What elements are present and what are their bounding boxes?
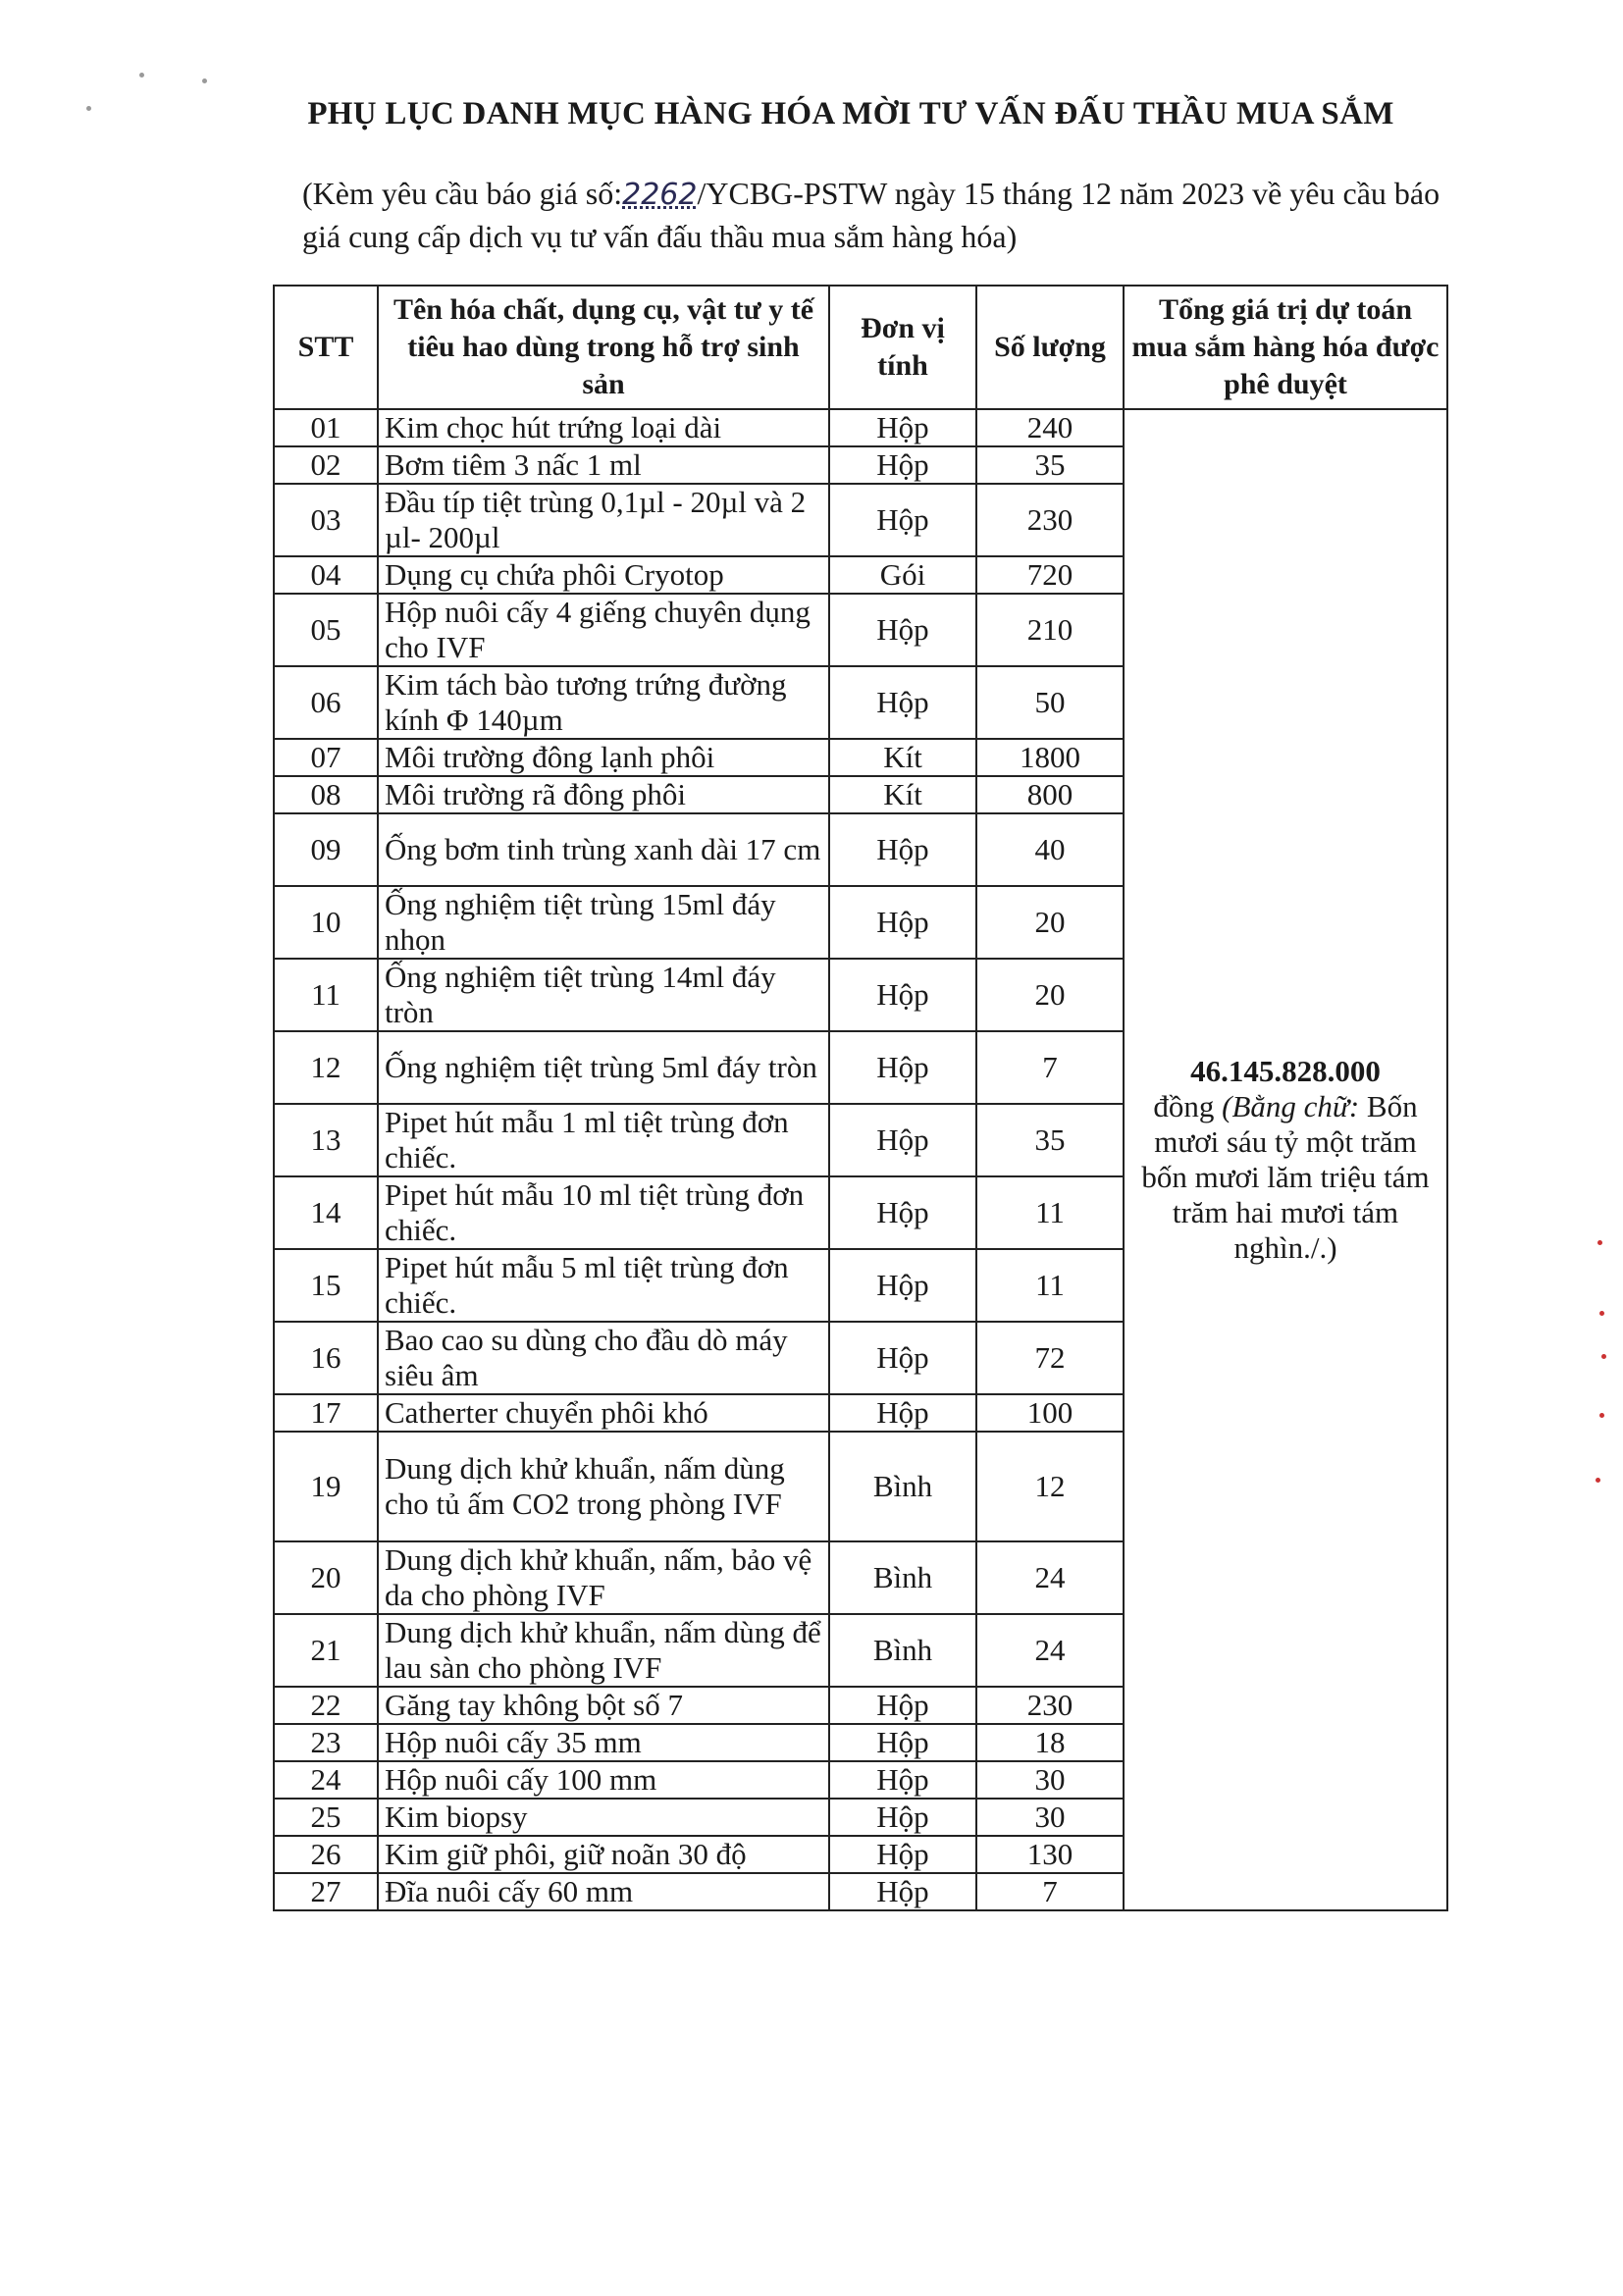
cell-name: Ống nghiệm tiệt trùng 5ml đáy tròn (378, 1031, 829, 1104)
cell-qty: 12 (976, 1432, 1124, 1541)
cell-unit: Hộp (829, 409, 976, 446)
cell-stt: 01 (274, 409, 378, 446)
scan-speck (139, 73, 144, 78)
cell-qty: 30 (976, 1761, 1124, 1799)
cell-unit: Hộp (829, 1031, 976, 1104)
cell-unit: Hộp (829, 1799, 976, 1836)
cell-qty: 40 (976, 813, 1124, 886)
page-title: PHỤ LỤC DANH MỤC HÀNG HÓA MỜI TƯ VẤN ĐẤU THẦU MUA SẮM (307, 96, 1394, 131)
cell-qty: 240 (976, 409, 1124, 446)
cell-unit: Hộp (829, 1394, 976, 1432)
cell-stt: 09 (274, 813, 378, 886)
total-value-cell (1124, 409, 1447, 1910)
cell-name: Pipet hút mẫu 10 ml tiệt trùng đơn chiếc. (378, 1176, 829, 1249)
cell-name: Ống bơm tinh trùng xanh dài 17 cm (378, 813, 829, 886)
cell-unit: Hộp (829, 1873, 976, 1910)
cell-unit: Hộp (829, 1322, 976, 1394)
cell-stt: 06 (274, 666, 378, 739)
subtitle-suffix: /YCBG-PSTW ngày 15 tháng 12 năm 2023 về yêu cầu báo giá cung cấp dịch vụ tư vấn đấu thầu mua sắm hàng hóa) (302, 176, 1440, 254)
cell-unit: Hộp (829, 886, 976, 959)
cell-name: Hộp nuôi cấy 35 mm (378, 1724, 829, 1761)
cell-stt: 19 (274, 1432, 378, 1541)
cell-qty: 720 (976, 556, 1124, 594)
cell-stt: 17 (274, 1394, 378, 1432)
cell-stt: 02 (274, 446, 378, 484)
cell-qty: 210 (976, 594, 1124, 666)
cell-qty: 230 (976, 484, 1124, 556)
cell-unit: Hộp (829, 1761, 976, 1799)
cell-qty: 20 (976, 886, 1124, 959)
header-stt: STT (274, 286, 378, 409)
cell-stt: 21 (274, 1614, 378, 1687)
cell-qty: 7 (976, 1031, 1124, 1104)
cell-qty: 20 (976, 959, 1124, 1031)
cell-name: Pipet hút mẫu 1 ml tiệt trùng đơn chiếc. (378, 1104, 829, 1176)
cell-qty: 30 (976, 1799, 1124, 1836)
header-total: Tổng giá trị dự toán mua sắm hàng hóa được phê duyệt (1124, 286, 1447, 409)
cell-name: Pipet hút mẫu 5 ml tiệt trùng đơn chiếc. (378, 1249, 829, 1322)
cell-qty: 35 (976, 446, 1124, 484)
cell-stt: 08 (274, 776, 378, 813)
cell-name: Catherter chuyển phôi khó (378, 1394, 829, 1432)
cell-name: Ống nghiệm tiệt trùng 14ml đáy tròn (378, 959, 829, 1031)
cell-qty: 50 (976, 666, 1124, 739)
cell-stt: 12 (274, 1031, 378, 1104)
cell-stt: 25 (274, 1799, 378, 1836)
cell-qty: 800 (976, 776, 1124, 813)
cell-unit: Bình (829, 1541, 976, 1614)
cell-qty: 7 (976, 1873, 1124, 1910)
cell-name: Ống nghiệm tiệt trùng 15ml đáy nhọn (378, 886, 829, 959)
cell-stt: 14 (274, 1176, 378, 1249)
total-currency: đồng (1153, 1089, 1215, 1123)
cell-name: Kim giữ phôi, giữ noãn 30 độ (378, 1836, 829, 1873)
cell-qty: 24 (976, 1541, 1124, 1614)
cell-name: Hộp nuôi cấy 100 mm (378, 1761, 829, 1799)
subtitle-prefix: (Kèm yêu cầu báo giá số: (302, 176, 623, 211)
cell-name: Găng tay không bột số 7 (378, 1687, 829, 1724)
cell-stt: 03 (274, 484, 378, 556)
cell-qty: 18 (976, 1724, 1124, 1761)
cell-unit: Hộp (829, 666, 976, 739)
total-in-words: Bốn mươi sáu tỷ một trăm bốn mươi lăm triệu tám trăm hai mươi tám nghìn./.) (1141, 1089, 1430, 1265)
cell-unit: Hộp (829, 1724, 976, 1761)
cell-stt: 13 (274, 1104, 378, 1176)
cell-unit: Hộp (829, 484, 976, 556)
header-unit: Đơn vị tính (829, 286, 976, 409)
cell-name: Dung dịch khử khuẩn, nấm dùng để lau sàn cho phòng IVF (378, 1614, 829, 1687)
cell-stt: 04 (274, 556, 378, 594)
cell-qty: 35 (976, 1104, 1124, 1176)
cell-name: Môi trường rã đông phôi (378, 776, 829, 813)
cell-name: Kim chọc hút trứng loại dài (378, 409, 829, 446)
cell-unit: Bình (829, 1432, 976, 1541)
cell-name: Bao cao su dùng cho đầu dò máy siêu âm (378, 1322, 829, 1394)
cell-unit: Hộp (829, 446, 976, 484)
cell-qty: 130 (976, 1836, 1124, 1873)
cell-unit: Gói (829, 556, 976, 594)
total-words-label: (Bằng chữ: (1222, 1089, 1360, 1123)
cell-qty: 230 (976, 1687, 1124, 1724)
cell-qty: 1800 (976, 739, 1124, 776)
cell-qty: 11 (976, 1176, 1124, 1249)
cell-name: Dụng cụ chứa phôi Cryotop (378, 556, 829, 594)
cell-unit: Hộp (829, 1176, 976, 1249)
cell-stt: 27 (274, 1873, 378, 1910)
cell-unit: Hộp (829, 813, 976, 886)
cell-name: Đầu típ tiệt trùng 0,1µl - 20µl và 2 µl- 200µl (378, 484, 829, 556)
cell-unit: Hộp (829, 1249, 976, 1322)
cell-stt: 20 (274, 1541, 378, 1614)
handwritten-request-number: 2262 (622, 178, 698, 212)
scan-speck (1601, 1354, 1606, 1359)
cell-stt: 11 (274, 959, 378, 1031)
cell-name: Hộp nuôi cấy 4 giếng chuyên dụng cho IVF (378, 594, 829, 666)
cell-qty: 100 (976, 1394, 1124, 1432)
cell-name: Kim tách bào tương trứng đường kính Φ 140µm (378, 666, 829, 739)
table-row (274, 409, 1447, 446)
cell-unit: Kít (829, 776, 976, 813)
cell-unit: Hộp (829, 1836, 976, 1873)
cell-name: Môi trường đông lạnh phôi (378, 739, 829, 776)
scan-speck (1599, 1413, 1604, 1418)
header-name: Tên hóa chất, dụng cụ, vật tư y tế tiêu hao dùng trong hỗ trợ sinh sản (378, 286, 829, 409)
cell-stt: 24 (274, 1761, 378, 1799)
cell-unit: Hộp (829, 1687, 976, 1724)
cell-stt: 16 (274, 1322, 378, 1394)
cell-unit: Hộp (829, 594, 976, 666)
cell-stt: 10 (274, 886, 378, 959)
cell-unit: Hộp (829, 959, 976, 1031)
cell-stt: 05 (274, 594, 378, 666)
cell-name: Dung dịch khử khuẩn, nấm, bảo vệ da cho phòng IVF (378, 1541, 829, 1614)
cell-stt: 26 (274, 1836, 378, 1873)
header-qty: Số lượng (976, 286, 1124, 409)
cell-qty: 72 (976, 1322, 1124, 1394)
cell-stt: 15 (274, 1249, 378, 1322)
cell-stt: 23 (274, 1724, 378, 1761)
total-amount: 46.145.828.000 (1190, 1054, 1381, 1088)
scan-speck (202, 78, 207, 83)
scan-speck (1597, 1240, 1602, 1245)
document-subtitle (302, 173, 1460, 257)
cell-qty: 11 (976, 1249, 1124, 1322)
cell-name: Kim biopsy (378, 1799, 829, 1836)
scan-speck (1596, 1478, 1600, 1483)
goods-table (273, 285, 1448, 1911)
cell-unit: Kít (829, 739, 976, 776)
cell-stt: 07 (274, 739, 378, 776)
cell-name: Bơm tiêm 3 nấc 1 ml (378, 446, 829, 484)
cell-unit: Hộp (829, 1104, 976, 1176)
cell-name: Dung dịch khử khuẩn, nấm dùng cho tủ ấm CO2 trong phòng IVF (378, 1432, 829, 1541)
scan-speck (1599, 1311, 1604, 1316)
cell-stt: 22 (274, 1687, 378, 1724)
cell-name: Đĩa nuôi cấy 60 mm (378, 1873, 829, 1910)
cell-qty: 24 (976, 1614, 1124, 1687)
cell-unit: Bình (829, 1614, 976, 1687)
